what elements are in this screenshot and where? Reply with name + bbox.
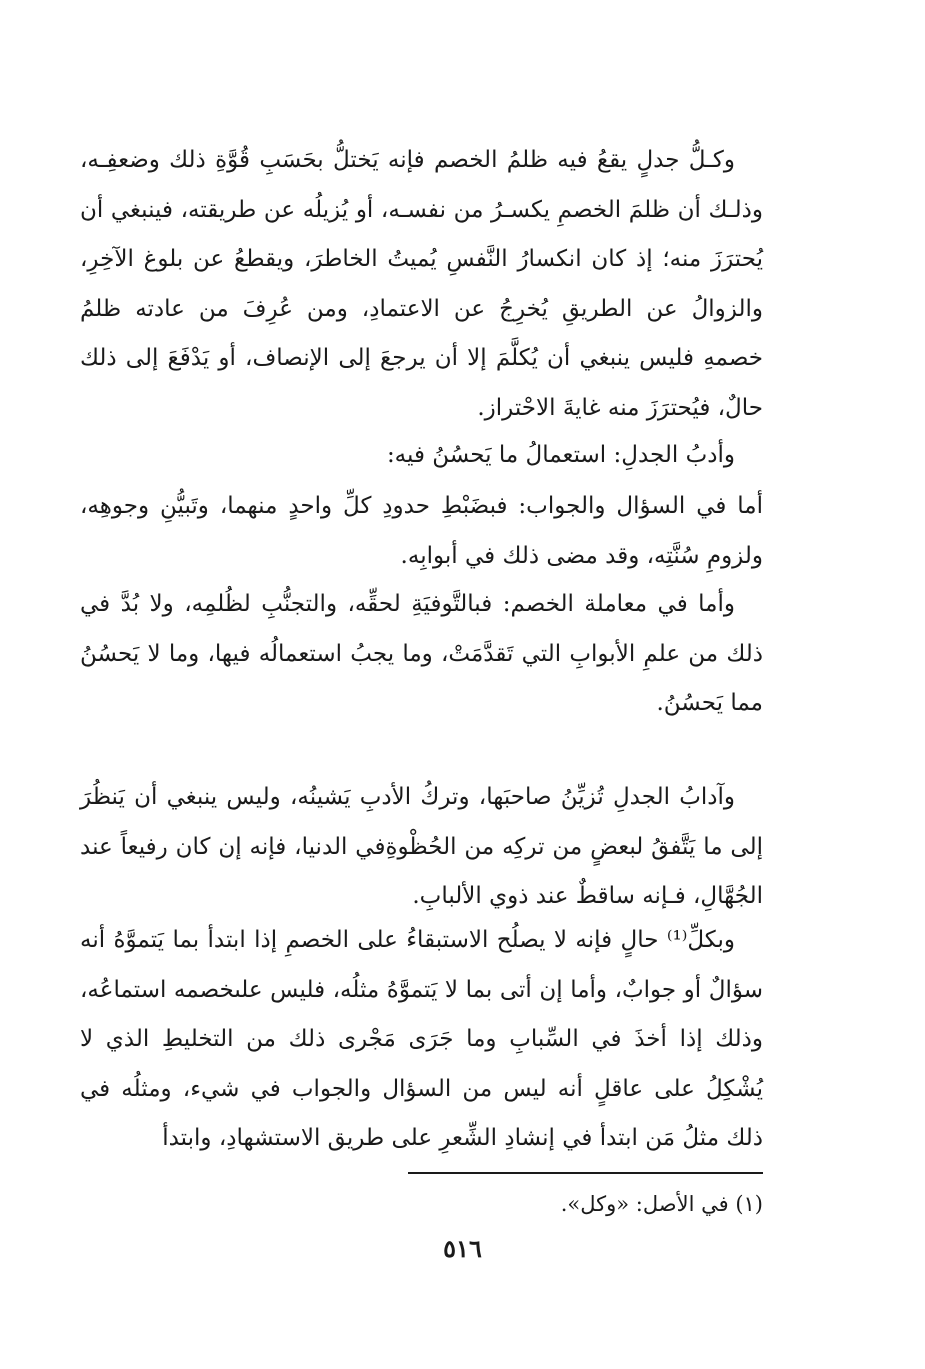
text-block-2 <box>80 431 763 481</box>
text-block-1 <box>80 136 763 433</box>
footnote-divider <box>408 1172 763 1174</box>
page-number: ٥١٦ <box>443 1234 482 1263</box>
paragraph-5: وآدابُ الجدلِ تُزيِّنُ صاحبَها، وتركُ الأدبِ يَشينُه، وليس ينبغي أن يَنظُرَ إلى ما يَتَّفقُ لبعضٍ من تركِه من الحُظْوةِفي الدنيا، فإنه إن كان رفيعاً عند الجُهَّالِ، فـإنه ساقطٌ عند ذوي الألبابِ. <box>80 784 763 909</box>
text-block-3 <box>80 482 763 581</box>
paragraph-3: أما في السؤال والجواب: فبضَبْطِ حدودِ كلِّ واحدٍ منهما، وتَبيُّنِ وجوهِه، ولزومِ سُنَّتِه، وقد مضى ذلك في أبوابِه. <box>80 493 763 569</box>
paragraph-2: وأدبُ الجدلِ: استعمالُ ما يَحسُنُ فيه: <box>386 442 735 468</box>
text-block-5 <box>80 773 763 922</box>
paragraph-4: وأما في معاملة الخصم: فبالتَّوفيَةِ لحقِّه، والتجنُّبِ لظُلمِه، ولا بُدَّ في ذلك من علمِ الأبوابِ التي تَقدَّمَتْ، وما يجبُ استعمالُه فيها، وما لا يَحسُنُ مما يَحسُنُ. <box>80 591 763 716</box>
text-block-4 <box>80 580 763 729</box>
paragraph-1: وكـلُّ جدلٍ يقعُ فيه ظلمُ الخصم فإنه يَختلُّ بحَسَبِ قُوَّةِ ذلك وضعفِـه، وذلـك أن ظلمَ الخصمِ يكسـرُ من نفسـه، أو يُزيلُه عن طريقته، فينبغي أن يُحترَزَ منه؛ إذ كان انكسارُ النَّفسِ يُميتُ الخاطرَ، ويقطعُ عن بلوغ الآخِرِ، والزوالُ عن الطريقِ يُخرِجُ عن الاعتمادِ، ومن عُرِفَ من عادته ظلمُ خصمهِ فليس ينبغي أن يُكلَّمَ إلا أن يرجعَ إلى الإنصاف، أو يَدْفَعَ إلى ذلك حالٌ، فيُحترَزَ منه غايةَ الاحْتراز. <box>80 147 763 421</box>
text-block-6 <box>80 916 763 1164</box>
paragraph-6: وبكلِّ⁽¹⁾ حالٍ فإنه لا يصلُح الاستبقاءُ على الخصمِ إذا ابتدأ بما يَتموَّهُ أنه سؤالٌ أو جوابٌ، وأما إن أتى بما لا يَتموَّهُ مثلُه، فليس علىخصمه استماعُه، وذلك إذا أخذَ في السِّبابِ وما جَرَى مَجْرى ذلك من التخليطِ الذي لا يُشْكِلُ على عاقلٍ أنه ليس من السؤال والجواب في شيء، ومثلُه في ذلك مثلُ مَن ابتدأ في إنشادِ الشِّعرِ على طريق الاستشهادِ، وابتدأ <box>80 927 763 1151</box>
footnote: (١) في الأصل: «وكل». <box>560 1192 763 1216</box>
